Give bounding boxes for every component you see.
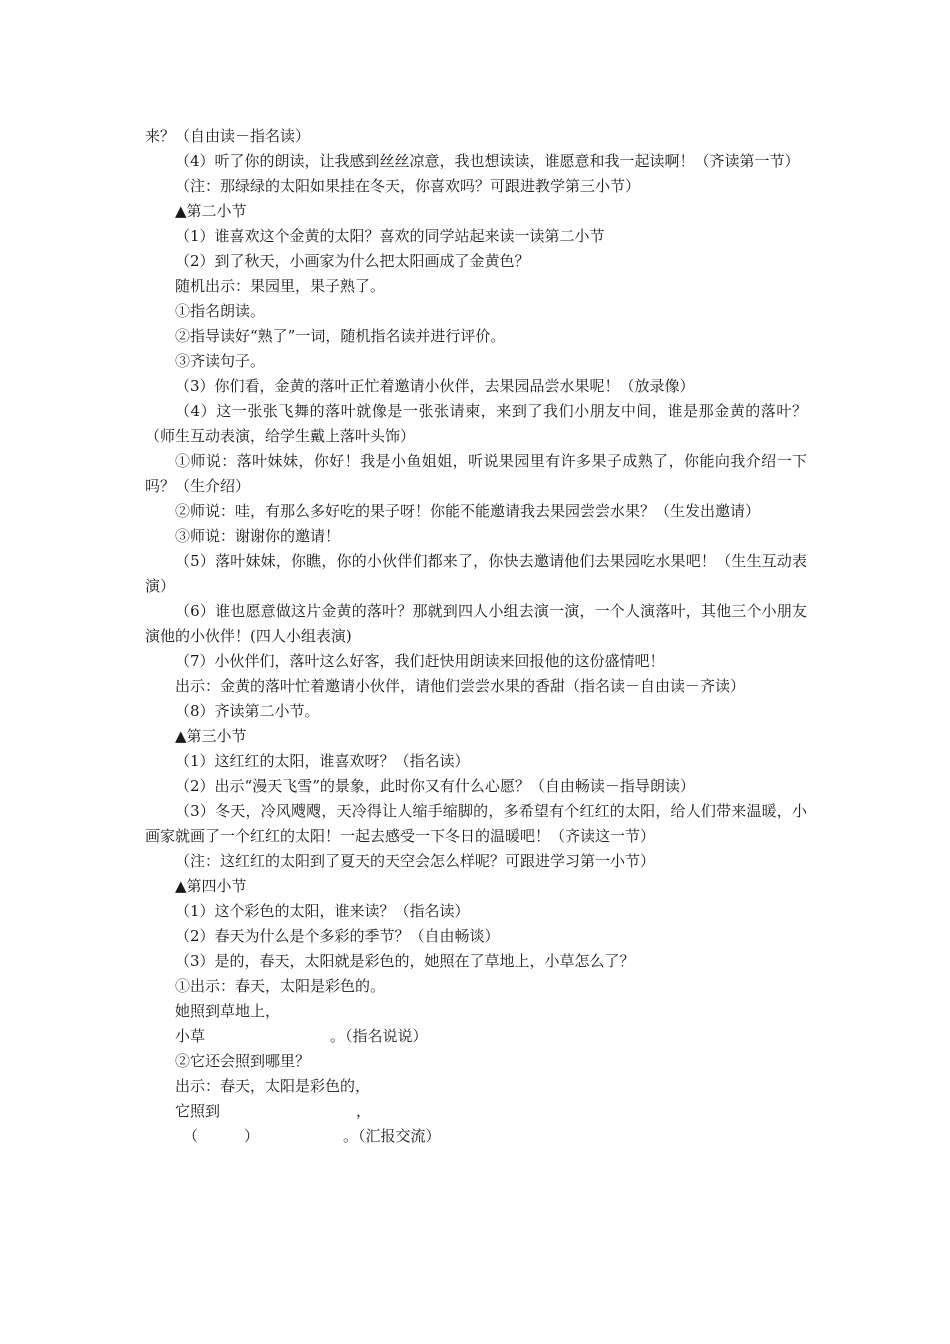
paren-close: ）: [244, 1127, 260, 1145]
paragraph: （5）落叶妹妹，你瞧，你的小伙伴们都来了，你快去邀请他们去果园吃水果吧！（生生互动表演）: [145, 552, 807, 595]
paragraph: 她照到草地上，: [175, 1002, 281, 1020]
paragraph: （注：那绿绿的太阳如果挂在冬天，你喜欢吗？可跟进教学第三小节）: [175, 177, 641, 195]
paragraph: ③齐读句子。: [175, 352, 266, 370]
fill-blank-suffix: 。（指名说说）: [330, 1027, 428, 1045]
paragraph: （8）齐读第二小节。: [175, 702, 320, 720]
fill-blank-label: 小草: [175, 1027, 206, 1045]
paragraph: ②指导读好“熟了”一词，随机指名读并进行评价。: [175, 327, 506, 345]
paragraph: ③师说：谢谢你的邀请！: [175, 527, 341, 545]
paragraph: （4）这一张张飞舞的落叶就像是一张张请柬，来到了我们小朋友中间，谁是那金黄的落叶？（师生互动表演，给学生戴上落叶头饰）: [145, 402, 807, 445]
paragraph: （2）春天为什么是个多彩的季节？（自由畅谈）: [175, 927, 500, 945]
paragraph: ▲第二小节: [175, 202, 247, 220]
paragraph: ②师说：哇，有那么多好吃的果子呀！你能不能邀请我去果园尝尝水果？（生发出邀请）: [175, 502, 761, 520]
paragraph: （注：这红红的太阳到了夏天的天空会怎么样呢？可跟进学习第一小节）: [175, 852, 656, 870]
paragraph: ▲第四小节: [175, 877, 247, 895]
paragraph: （2）到了秋天，小画家为什么把太阳画成了金黄色？: [175, 252, 530, 270]
paragraph: ①师说：落叶妹妹，你好！我是小鱼姐姐，听说果园里有许多果子成熟了，你能向我介绍一下吗？（生介绍）: [145, 452, 807, 495]
paragraph: ①出示：春天，太阳是彩色的。: [175, 977, 386, 995]
paragraph: （6）谁也愿意做这片金黄的落叶？那就到四人小组去演一演，一个人演落叶，其他三个小朋友演他的小伙伴！(四人小组表演): [145, 602, 807, 645]
show-line: 出示：春天，太阳是彩色的，: [175, 1077, 371, 1095]
fill-blank-grass: [145, 1024, 807, 1049]
fill-blank-label: 它照到: [175, 1102, 221, 1120]
paragraph: （3）是的，春天，太阳就是彩色的，她照在了草地上，小草怎么了？: [175, 952, 635, 970]
paragraph: 来？（自由读－指名读）: [145, 127, 311, 145]
paren-open: （: [183, 1127, 199, 1145]
fill-blank-it: [145, 1099, 807, 1124]
paragraph: 出示：金黄的落叶忙着邀请小伙伴，请他们尝尝水果的香甜（指名读－自由读－齐读）: [175, 677, 746, 695]
fill-blank-paren: [145, 1124, 807, 1149]
paragraph: 随机出示：果园里，果子熟了。: [175, 277, 386, 295]
question-where: ②它还会照到哪里？: [175, 1052, 311, 1070]
paragraph: ①指名朗读。: [175, 302, 266, 320]
fill-blank-suffix: 。（汇报交流）: [343, 1127, 441, 1145]
paragraph: ▲第三小节: [175, 727, 247, 745]
paragraph: （7）小伙伴们，落叶这么好客，我们赶快用朗读来回报他的这份盛情吧！: [175, 652, 665, 670]
paragraph-list: [145, 124, 807, 1024]
fill-blank-suffix: ，: [356, 1102, 372, 1120]
paragraph: （1）这红红的太阳，谁喜欢呀？（指名读）: [175, 752, 470, 770]
paragraph: （3）你们看，金黄的落叶正忙着邀请小伙伴，去果园品尝水果呢！（放录像）: [175, 377, 695, 395]
paragraph: （1）谁喜欢这个金黄的太阳？喜欢的同学站起来读一读第二小节: [175, 227, 605, 245]
paragraph: （1）这个彩色的太阳，谁来读？（指名读）: [175, 902, 470, 920]
paragraph: （3）冬天，冷风飕飕，天冷得让人缩手缩脚的，多希望有个红红的太阳，给人们带来温暖，小画家就画了一个红红的太阳！一起去感受一下冬日的温暖吧！（齐读这一节）: [145, 802, 807, 845]
document-body: [145, 124, 807, 1149]
paragraph: （4）听了你的朗读，让我感到丝丝凉意，我也想读读，谁愿意和我一起读啊！（齐读第一节）: [175, 152, 800, 170]
paragraph: （2）出示“漫天飞雪”的景象，此时你又有什么心愿？（自由畅读－指导朗读）: [175, 777, 695, 795]
